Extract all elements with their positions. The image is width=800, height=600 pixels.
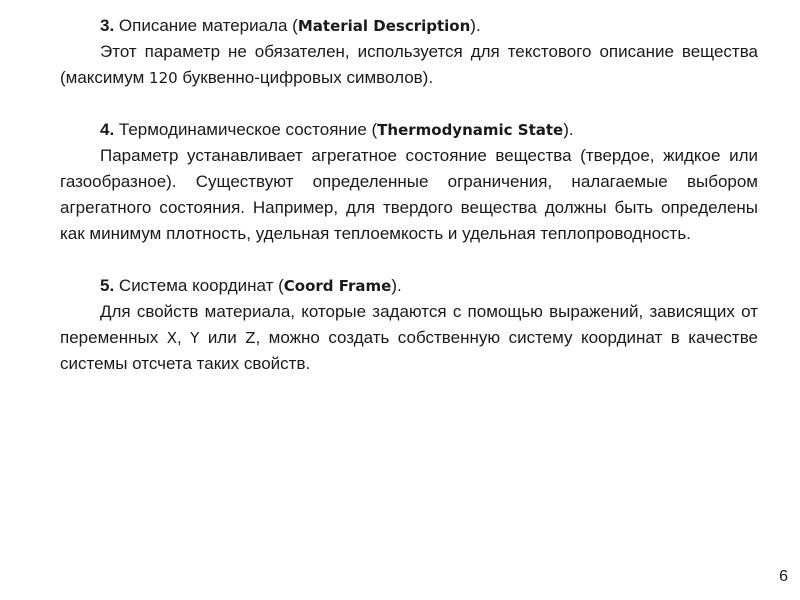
section-3-body-text-1: Этот параметр не обязателен, используется для текстового описание вещества (максимум (60, 42, 758, 87)
section-3-term: Material Description (297, 17, 471, 35)
variable-y: Y (190, 329, 200, 347)
section-4-term: Thermodynamic State (377, 121, 564, 139)
page-number: 6 (779, 568, 788, 585)
section-4-heading (60, 117, 758, 143)
section-5-body (60, 299, 758, 377)
section-3-body-text-2: буквенно-цифровых символов). (177, 68, 434, 87)
section-3-body (60, 39, 758, 91)
section-3-number: 3. (100, 16, 115, 35)
section-5-title-post: ). (391, 276, 402, 295)
section-5-body-text-1: Для свойств материала, которые задаются с помощью выражений, зависящих от переменных (60, 302, 758, 347)
section-3-body-number: 120 (149, 69, 178, 87)
section-4-title-post: ). (563, 120, 574, 139)
variable-x: X (166, 329, 177, 347)
section-5-heading (60, 273, 758, 299)
section-3-title-pre: Описание материала ( (114, 16, 298, 35)
separator-1: , (176, 328, 191, 347)
section-3-heading (60, 13, 758, 39)
spacer (60, 91, 758, 117)
section-4-number: 4. (100, 120, 115, 139)
section-5-number: 5. (100, 276, 115, 295)
slide-content (60, 13, 758, 377)
section-5-title-pre: Система координат ( (114, 276, 284, 295)
variable-z: Z (245, 329, 256, 347)
section-3-title-post: ). (470, 16, 481, 35)
section-5-term: Coord Frame (283, 277, 392, 295)
spacer (60, 247, 758, 273)
section-4-body: Параметр устанавливает агрегатное состояние вещества (твердое, жидкое или газообразное). Существуют определенные ограничения, налагаемые выбором агрегатного состояния. Например, для твердого вещества должны быть определены как минимум плотность, удельная теплоемкость и удельная теплопроводность. (60, 146, 758, 243)
separator-2: или (199, 328, 246, 347)
section-5-body-text-2: , можно создать собственную систему координат в качестве системы отсчета таких свойств. (60, 328, 758, 373)
section-4-title-pre: Термодинамическое состояние ( (114, 120, 378, 139)
